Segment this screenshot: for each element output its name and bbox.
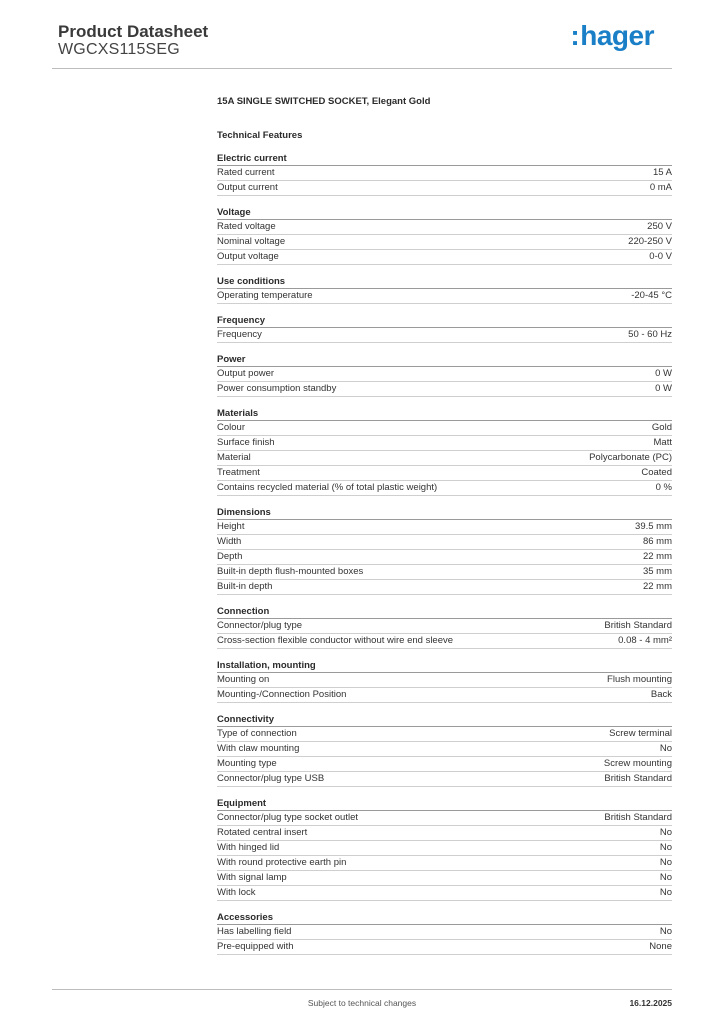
- spec-value: 50 - 60 Hz: [628, 329, 672, 340]
- spec-row: [217, 421, 672, 436]
- spec-row: [217, 520, 672, 535]
- logo-text: hager: [580, 20, 654, 51]
- spec-value: 35 mm: [642, 566, 672, 577]
- spec-label: Built-in depth: [217, 581, 273, 592]
- spec-row: [217, 772, 672, 787]
- spec-group: [217, 605, 672, 649]
- spec-row: [217, 181, 672, 196]
- spec-value: 0 %: [655, 482, 672, 493]
- spec-row: [217, 619, 672, 634]
- spec-label: Connector/plug type: [217, 620, 303, 631]
- spec-value: 0-0 V: [649, 251, 672, 262]
- spec-group-title: Voltage: [217, 206, 672, 220]
- spec-value: Coated: [641, 467, 672, 478]
- spec-label: With round protective earth pin: [217, 857, 347, 868]
- spec-value: Matt: [653, 437, 672, 448]
- spec-group-title: Installation, mounting: [217, 659, 672, 673]
- spec-label: Type of connection: [217, 728, 297, 739]
- spec-label: With claw mounting: [217, 743, 300, 754]
- spec-label: Width: [217, 536, 242, 547]
- spec-group-title: Materials: [217, 407, 672, 421]
- spec-row: [217, 727, 672, 742]
- spec-label: Cross-section flexible conductor without wire end sleeve: [217, 635, 454, 646]
- spec-row: [217, 328, 672, 343]
- product-code: WGCXS115SEG: [58, 41, 180, 58]
- spec-group: [217, 797, 672, 901]
- spec-value: 220-250 V: [628, 236, 672, 247]
- spec-row: [217, 940, 672, 955]
- spec-label: With signal lamp: [217, 872, 287, 883]
- spec-value: British Standard: [604, 812, 672, 823]
- spec-row: [217, 742, 672, 757]
- spec-row: [217, 550, 672, 565]
- spec-row: [217, 811, 672, 826]
- spec-group: [217, 713, 672, 787]
- spec-value: 39.5 mm: [635, 521, 672, 532]
- spec-group: [217, 353, 672, 397]
- spec-value: 22 mm: [642, 551, 672, 562]
- spec-value: Gold: [651, 422, 672, 433]
- spec-value: None: [649, 941, 672, 952]
- spec-group-title: Electric current: [217, 152, 672, 166]
- spec-value: 22 mm: [642, 581, 672, 592]
- spec-value: No: [659, 842, 672, 853]
- spec-value: 0 W: [655, 383, 672, 394]
- spec-value: 0 mA: [649, 182, 672, 193]
- spec-row: [217, 580, 672, 595]
- footer-divider: [52, 989, 672, 990]
- spec-row: [217, 841, 672, 856]
- spec-row: [217, 925, 672, 940]
- spec-row: [217, 220, 672, 235]
- spec-value: Flush mounting: [607, 674, 672, 685]
- footer-note: Subject to technical changes: [307, 998, 417, 1008]
- spec-value: British Standard: [604, 620, 672, 631]
- spec-row: [217, 382, 672, 397]
- spec-row: [217, 289, 672, 304]
- spec-label: Contains recycled material (% of total plastic weight): [217, 482, 438, 493]
- spec-group: [217, 152, 672, 196]
- spec-row: [217, 436, 672, 451]
- spec-label: Output power: [217, 368, 275, 379]
- spec-row: [217, 235, 672, 250]
- footer-date: 16.12.2025: [629, 998, 672, 1008]
- spec-label: Rated voltage: [217, 221, 276, 232]
- header-divider: [52, 68, 672, 69]
- spec-row: [217, 856, 672, 871]
- spec-group-title: Connectivity: [217, 713, 672, 727]
- spec-row: [217, 535, 672, 550]
- spec-value: British Standard: [604, 773, 672, 784]
- spec-row: [217, 466, 672, 481]
- spec-label: Mounting on: [217, 674, 270, 685]
- spec-label: Mounting-/Connection Position: [217, 689, 347, 700]
- spec-label: Surface finish: [217, 437, 275, 448]
- spec-label: With hinged lid: [217, 842, 280, 853]
- spec-value: No: [659, 872, 672, 883]
- spec-value: No: [659, 827, 672, 838]
- spec-row: [217, 886, 672, 901]
- spec-group: [217, 911, 672, 955]
- feature-groups: [217, 152, 672, 955]
- spec-group-title: Connection: [217, 605, 672, 619]
- spec-row: [217, 826, 672, 841]
- spec-value: No: [659, 743, 672, 754]
- spec-group: [217, 506, 672, 595]
- spec-label: Colour: [217, 422, 245, 433]
- spec-value: 86 mm: [642, 536, 672, 547]
- spec-group-title: Equipment: [217, 797, 672, 811]
- spec-label: Connector/plug type USB: [217, 773, 325, 784]
- spec-label: Operating temperature: [217, 290, 313, 301]
- spec-value: No: [659, 926, 672, 937]
- spec-label: Built-in depth flush-mounted boxes: [217, 566, 364, 577]
- spec-value: 250 V: [647, 221, 672, 232]
- spec-group-title: Accessories: [217, 911, 672, 925]
- spec-row: [217, 634, 672, 649]
- spec-group-title: Frequency: [217, 314, 672, 328]
- spec-label: Output voltage: [217, 251, 279, 262]
- spec-group-title: Power: [217, 353, 672, 367]
- spec-group-title: Dimensions: [217, 506, 672, 520]
- spec-row: [217, 481, 672, 496]
- spec-label: With lock: [217, 887, 256, 898]
- spec-row: [217, 367, 672, 382]
- technical-features-heading: Technical Features: [217, 130, 303, 141]
- spec-value: 15 A: [652, 167, 672, 178]
- spec-label: Connector/plug type socket outlet: [217, 812, 359, 823]
- spec-value: -20-45 °C: [631, 290, 672, 301]
- spec-label: Output current: [217, 182, 278, 193]
- spec-row: [217, 565, 672, 580]
- page-header: [58, 20, 672, 70]
- spec-label: Depth: [217, 551, 243, 562]
- spec-value: Screw terminal: [609, 728, 672, 739]
- spec-row: [217, 757, 672, 772]
- spec-row: [217, 166, 672, 181]
- spec-row: [217, 451, 672, 466]
- spec-row: [217, 871, 672, 886]
- spec-label: Has labelling field: [217, 926, 292, 937]
- spec-value: Back: [650, 689, 672, 700]
- spec-row: [217, 250, 672, 265]
- product-name: 15A SINGLE SWITCHED SOCKET, Elegant Gold: [217, 96, 431, 107]
- spec-row: [217, 688, 672, 703]
- spec-group: [217, 659, 672, 703]
- spec-label: Rotated central insert: [217, 827, 308, 838]
- spec-value: 0 W: [655, 368, 672, 379]
- spec-label: Frequency: [217, 329, 262, 340]
- spec-label: Power consumption standby: [217, 383, 337, 394]
- hager-logo: :hager: [570, 20, 654, 51]
- document-title: Product Datasheet: [58, 22, 209, 41]
- spec-label: Height: [217, 521, 245, 532]
- spec-label: Treatment: [217, 467, 260, 478]
- spec-label: Pre-equipped with: [217, 941, 294, 952]
- spec-group-title: Use conditions: [217, 275, 672, 289]
- spec-label: Nominal voltage: [217, 236, 286, 247]
- spec-label: Mounting type: [217, 758, 277, 769]
- spec-value: Screw mounting: [603, 758, 672, 769]
- spec-value: 0.08 - 4 mm²: [618, 635, 672, 646]
- spec-group: [217, 314, 672, 343]
- spec-label: Material: [217, 452, 251, 463]
- spec-value: No: [659, 857, 672, 868]
- spec-group: [217, 407, 672, 496]
- spec-group: [217, 275, 672, 304]
- spec-group: [217, 206, 672, 265]
- spec-value: No: [659, 887, 672, 898]
- spec-row: [217, 673, 672, 688]
- spec-value: Polycarbonate (PC): [589, 452, 672, 463]
- datasheet-content: [217, 95, 672, 965]
- spec-label: Rated current: [217, 167, 275, 178]
